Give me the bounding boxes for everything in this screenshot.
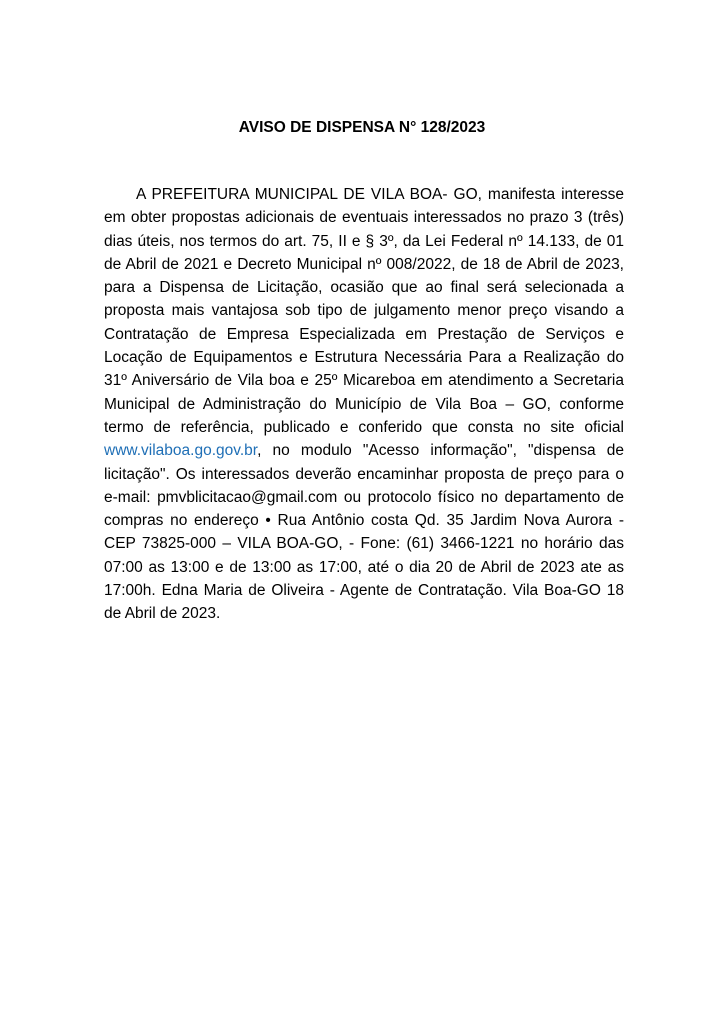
paragraph-text-before-link: A PREFEITURA MUNICIPAL DE VILA BOA- GO, manifesta interesse em obter propostas adicionais de eventuais interessados no prazo 3 (três) dias úteis, nos termos do art. 75, II e § 3º, da Lei Federal nº 14.133, de 01 de Abril de 2021 e Decreto Municipal nº 008/2022, de 18 de Abril de 2023, para a Dispensa de Licitação, ocasião que ao final será selecionada a proposta mais vantajosa sob tipo de julgamento menor preço visando a Contratação de Empresa Especializada em Prestação de Serviços e Locação de Equipamentos e Estrutura Necessária Para a Realização do 31º Aniversário de Vila boa e 25º Micareboa em atendimento a Secretaria Municipal de Administração do Município de Vila Boa – GO, conforme termo de referência, publicado e conferido que consta no site oficial: [104, 186, 624, 436]
document-title: AVISO DE DISPENSA N° 128/2023: [238, 119, 486, 136]
notice-paragraph: [104, 183, 624, 626]
paragraph-text-after-link: , no modulo "Acesso informação", "dispensa de licitação". Os interessados deverão encaminhar proposta de preço para o e-mail: pmvblicitacao@gmail.com ou protocolo físico no departamento de compras no endereço • Rua Antônio costa Qd. 35 Jardim Nova Aurora - CEP 73825-000 – VILA BOA-GO, - Fone: (61) 3466-1221 no horário das 07:00 as 13:00 e de 13:00 as 17:00, até o dia 20 de Abril de 2023 ate as 17:00h. Edna Maria de Oliveira - Agente de Contratação. Vila Boa-GO 18 de Abril de 2023.: [104, 442, 624, 623]
website-link[interactable]: www.vilaboa.go.gov.br: [104, 442, 258, 460]
